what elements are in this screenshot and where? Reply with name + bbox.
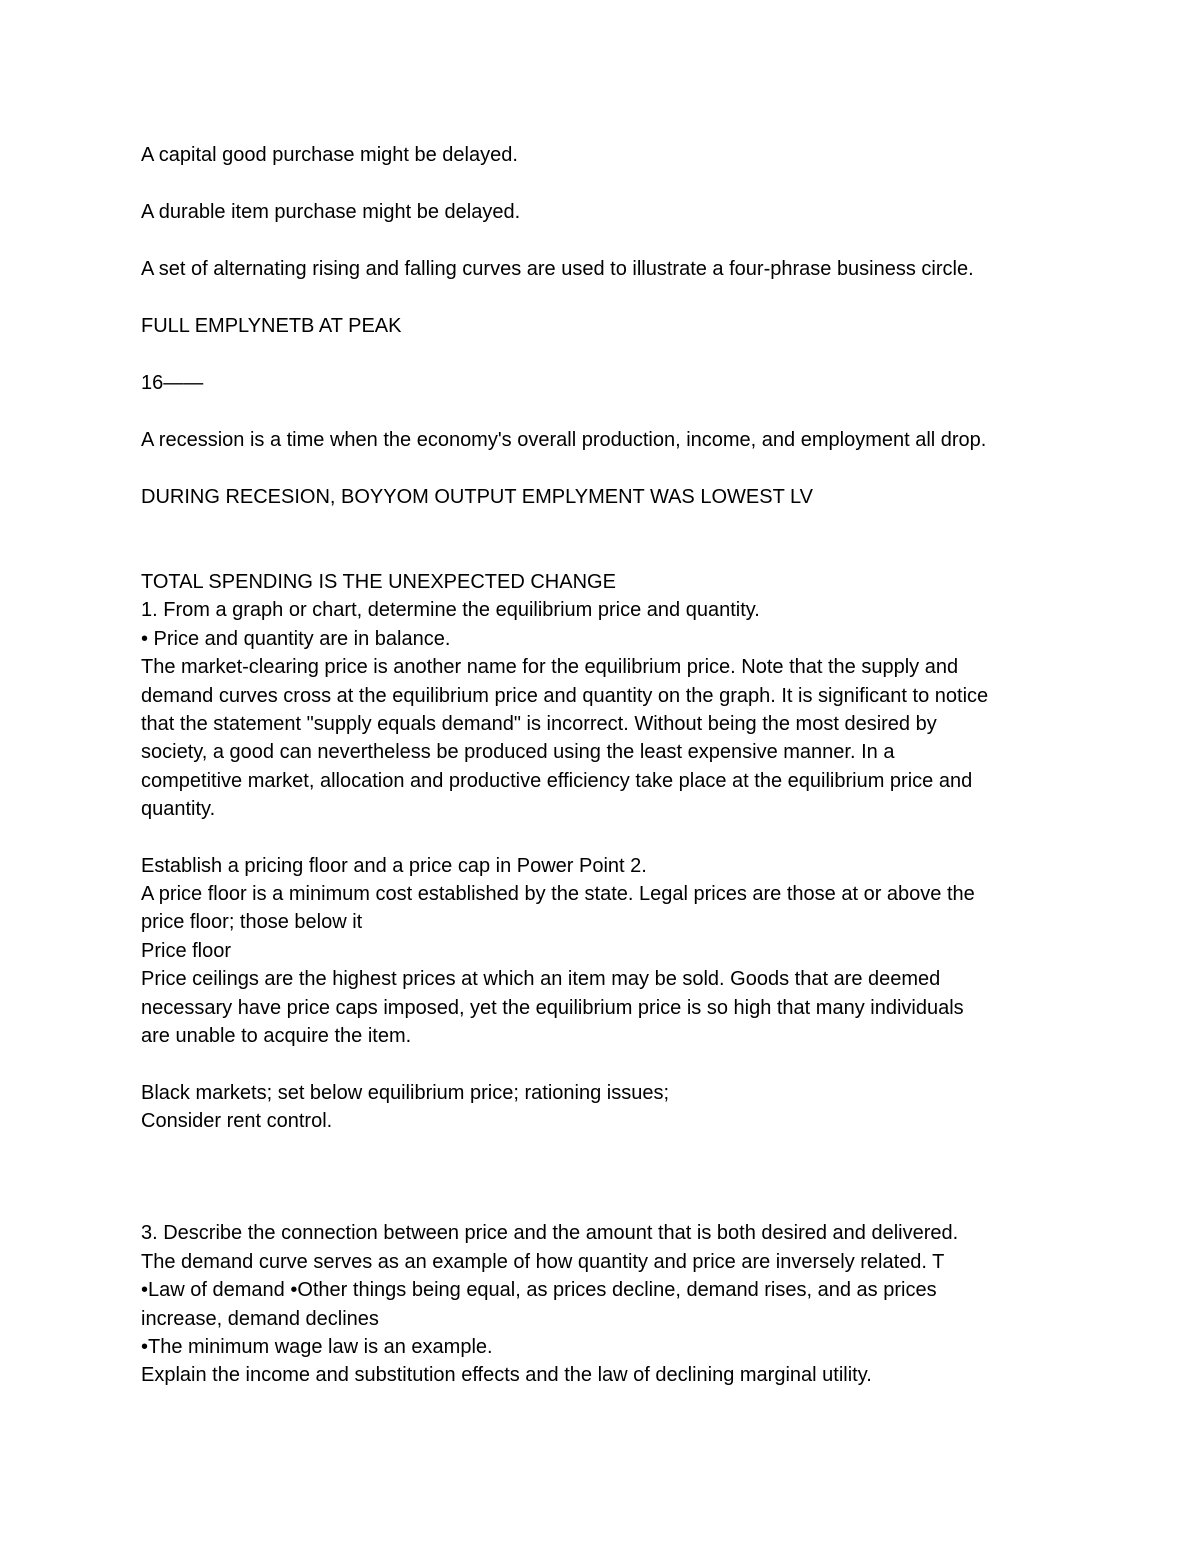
text-line: Consider rent control. — [141, 1109, 333, 1132]
text-line: that the statement "supply equals demand" is incorrect. Without being the most desired by — [141, 713, 937, 736]
text-line: Price ceilings are the highest prices at which an item may be sold. Goods that are deemed — [141, 968, 941, 991]
paragraph-recession-note: DURING RECESION, BOYYOM OUTPUT EMPLYMENT WAS LOWEST LV — [141, 486, 813, 508]
blank-lines — [141, 1135, 1071, 1219]
text-line: necessary have price caps imposed, yet the equilibrium price is so high that many individuals — [141, 996, 964, 1019]
text-line: Black markets; set below equilibrium price; rationing issues; — [141, 1081, 669, 1104]
text-line: 3. Describe the connection between price and the amount that is both desired and delivered. — [141, 1222, 959, 1245]
text-line: society, a good can nevertheless be produced using the least expensive manner. In a — [141, 741, 895, 764]
text-line: Explain the income and substitution effects and the law of declining marginal utility. — [141, 1364, 872, 1387]
paragraph-capital-good: A capital good purchase might be delayed. — [141, 144, 518, 166]
text-line: • Price and quantity are in balance. — [141, 627, 451, 650]
text-line: The market-clearing price is another name for the equilibrium price. Note that the supply and — [141, 656, 959, 679]
section-price-controls — [141, 852, 1071, 1051]
text-line: quantity. — [141, 798, 216, 821]
text-line: The demand curve serves as an example of how quantity and price are inversely related. T — [141, 1250, 945, 1273]
text-line: price floor; those below it — [141, 911, 363, 934]
text-line: demand curves cross at the equilibrium price and quantity on the graph. It is significant to notice — [141, 684, 989, 707]
blank-line — [141, 824, 1071, 852]
blank-line — [141, 540, 1071, 568]
section-black-markets — [141, 1079, 1071, 1136]
text-line: competitive market, allocation and productive efficiency take place at the equilibrium price and — [141, 769, 973, 792]
paragraph-business-cycle: A set of alternating rising and falling curves are used to illustrate a four-phrase business circle. — [141, 258, 974, 280]
text-line: Establish a pricing floor and a price cap in Power Point 2. — [141, 854, 647, 877]
section-law-of-demand — [141, 1219, 1071, 1389]
document-body — [141, 141, 1071, 1390]
text-line: •The minimum wage law is an example. — [141, 1335, 493, 1358]
blank-line — [141, 1051, 1071, 1079]
text-line: TOTAL SPENDING IS THE UNEXPECTED CHANGE — [141, 571, 616, 593]
text-line: A price floor is a minimum cost established by the state. Legal prices are those at or above the — [141, 883, 975, 906]
text-line: 1. From a graph or chart, determine the equilibrium price and quantity. — [141, 599, 760, 622]
paragraph-durable-item: A durable item purchase might be delayed. — [141, 201, 521, 223]
section-equilibrium — [141, 568, 1071, 824]
text-line: Price floor — [141, 939, 232, 962]
paragraph-recession-definition: A recession is a time when the economy's overall production, income, and employment all drop. — [141, 429, 987, 451]
paragraph-full-employment: FULL EMPLYNETB AT PEAK — [141, 315, 402, 337]
text-line: are unable to acquire the item. — [141, 1025, 412, 1048]
text-line: •Law of demand •Other things being equal, as prices decline, demand rises, and as prices — [141, 1279, 937, 1302]
paragraph-number: 16—— — [141, 372, 204, 394]
text-line: increase, demand declines — [141, 1307, 379, 1330]
